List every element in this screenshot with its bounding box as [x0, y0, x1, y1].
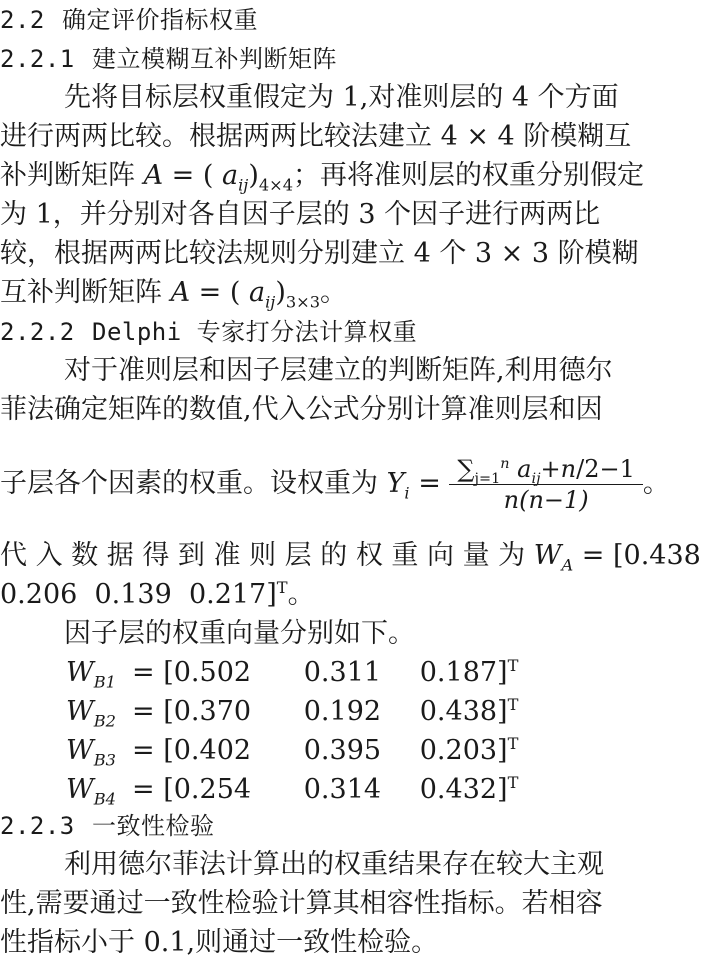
matrix-element: a	[249, 277, 266, 308]
wa-value: 0.206	[0, 579, 78, 610]
paragraph-line: 利用德尔菲法计算出的权重结果存在较大主观	[64, 849, 604, 880]
transpose-mark: T	[507, 734, 519, 753]
vector-label-sub: B4	[93, 789, 116, 809]
vector-value: 0.395	[303, 735, 382, 766]
subsection-heading-3	[0, 806, 215, 846]
paragraph-text: 补判断矩阵	[0, 160, 135, 191]
subsection-number-1: 2.2.1	[0, 45, 75, 73]
subsection-number-2: 2.2.2	[0, 318, 75, 346]
vector-label: W	[66, 657, 94, 688]
paragraph-line: 0.206 0.139 0.217]$^T$。	[0, 578, 315, 610]
vector-value: 0.370	[173, 696, 252, 727]
paragraph-line: 先将目标层权重假定为 1,对准则层的 4 个方面	[64, 82, 619, 113]
transpose-mark: T	[507, 773, 519, 792]
vector-value: 0.314	[303, 774, 382, 805]
vector-value: 0.432	[419, 774, 498, 805]
formula-denominator: n(n−1)	[503, 486, 589, 514]
wa-label-sub: A	[561, 555, 574, 575]
paragraph-line: 菲法确定矩阵的数值,代入公式分别计算准则层和因	[0, 394, 603, 425]
paragraph-text: 互补判断矩阵	[0, 277, 162, 308]
transpose-mark: T	[276, 578, 288, 597]
matrix-order: 3×3	[285, 292, 321, 312]
paragraph-line: 性,需要通过一致性检验计算其相容性指标。若相容	[0, 888, 603, 919]
matrix-element-sub: ij	[238, 175, 249, 195]
subsection-heading-1	[0, 39, 337, 79]
factor-vector-b4: $W_{B4} = [0.254$ 0.314 0.432]$^T$	[66, 770, 518, 810]
vector-value: 0.402	[173, 735, 252, 766]
transpose-mark: T	[507, 695, 519, 714]
vector-label-sub: B3	[93, 750, 116, 770]
section-title: 确定评价指标权重	[62, 6, 258, 34]
paragraph-line: 较，根据两两比较法规则分别建立 4 个 3 × 3 阶模糊	[0, 238, 639, 269]
subsection-title-3: 一致性检验	[92, 812, 215, 840]
matrix-order: 4×4	[258, 175, 294, 195]
sum-upper: n	[500, 456, 510, 472]
paragraph-line: 为 1，并分别对各自因子层的 3 个因子进行两两比	[0, 199, 601, 230]
numerator-term: a	[517, 455, 532, 483]
wa-value: 0.139	[94, 579, 172, 610]
vector-label: W	[66, 774, 94, 805]
numerator-term-sub: ij	[531, 470, 541, 487]
paragraph-text: 子层各个因素的权重。设权重为	[0, 468, 378, 499]
wa-value: 0.217	[188, 579, 267, 610]
paragraph-line: 性指标小于 0.1,则通过一致性检验。	[0, 927, 439, 958]
paragraph-line: 补判断矩阵 A = ( $a_{ij})_{4\times 4}$；再将准则层的权重分别假定	[0, 160, 645, 195]
half-n: n	[560, 455, 577, 483]
subsection-heading-2	[0, 312, 417, 352]
vector-label-sub: B2	[93, 711, 116, 731]
subsection-number-3: 2.2.3	[0, 812, 75, 840]
paragraph-line: 因子层的权重向量分别如下。	[64, 618, 415, 649]
vector-value: 0.192	[303, 696, 382, 727]
formula-line: 子层各个因素的权重。设权重为 $Y_i$ = $\frac{\sum_{j=1}^n a_{ij}+n/2-1}{n(n-1)}$ 。	[0, 455, 670, 514]
minus-one: −1	[599, 455, 635, 483]
formula-lhs-sub: i	[404, 483, 410, 503]
formula-lhs: Y	[386, 468, 405, 499]
matrix-element-sub: ij	[265, 292, 276, 312]
vector-label: W	[66, 696, 94, 727]
paragraph-text: 代 入 数 据 得 到 准 则 层 的 权 重 向 量 为	[0, 540, 526, 571]
paragraph-line: 互补判断矩阵 A = ( $a_{ij})_{3\times 3}$。	[0, 277, 348, 312]
wa-value: 0.438	[623, 540, 701, 571]
paragraph-text: ；再将准则层的权重分别假定	[293, 160, 645, 191]
half-den: 2	[584, 455, 600, 483]
vector-value: 0.187	[419, 657, 498, 688]
vector-label-sub: B1	[93, 672, 116, 692]
matrix-symbol: A	[143, 160, 164, 191]
formula-numerator: $\sum_{j=1}^n$ $a_{ij}+n/2-1$	[457, 455, 635, 487]
section-number: 2.2	[0, 6, 45, 34]
paragraph-line: 对于准则层和因子层建立的判断矩阵,利用德尔	[64, 355, 613, 386]
vector-value: 0.203	[419, 735, 498, 766]
transpose-mark: T	[507, 656, 519, 675]
section-heading	[0, 0, 258, 40]
factor-vector-b3: $W_{B3} = [0.402$ 0.395 0.203]$^T$	[66, 731, 518, 771]
factor-vector-b2: $W_{B2} = [0.370$ 0.192 0.438]$^T$	[66, 692, 518, 732]
paragraph-line: 代 入 数 据 得 到 准 则 层 的 权 重 向 量 为 $W_A = [0.438$	[0, 540, 701, 575]
sum-lower: j=1	[474, 470, 501, 487]
subsection-title-2: Delphi 专家打分法计算权重	[92, 318, 418, 346]
vector-value: 0.254	[173, 774, 252, 805]
vector-value: 0.311	[303, 657, 382, 688]
paragraph-line: 进行两两比较。根据两两比较法建立 4 × 4 阶模糊互	[0, 121, 632, 152]
vector-value: 0.502	[173, 657, 252, 688]
vector-value: 0.438	[419, 696, 498, 727]
wa-label: W	[533, 540, 562, 571]
subsection-title-1: 建立模糊互补判断矩阵	[92, 45, 337, 73]
matrix-element: a	[222, 160, 239, 191]
weight-formula	[449, 454, 642, 515]
factor-vector-b1: $W_{B1} = [0.502$ 0.311 0.187]$^T$	[66, 653, 518, 693]
vector-label: W	[66, 735, 94, 766]
matrix-symbol: A	[170, 277, 191, 308]
